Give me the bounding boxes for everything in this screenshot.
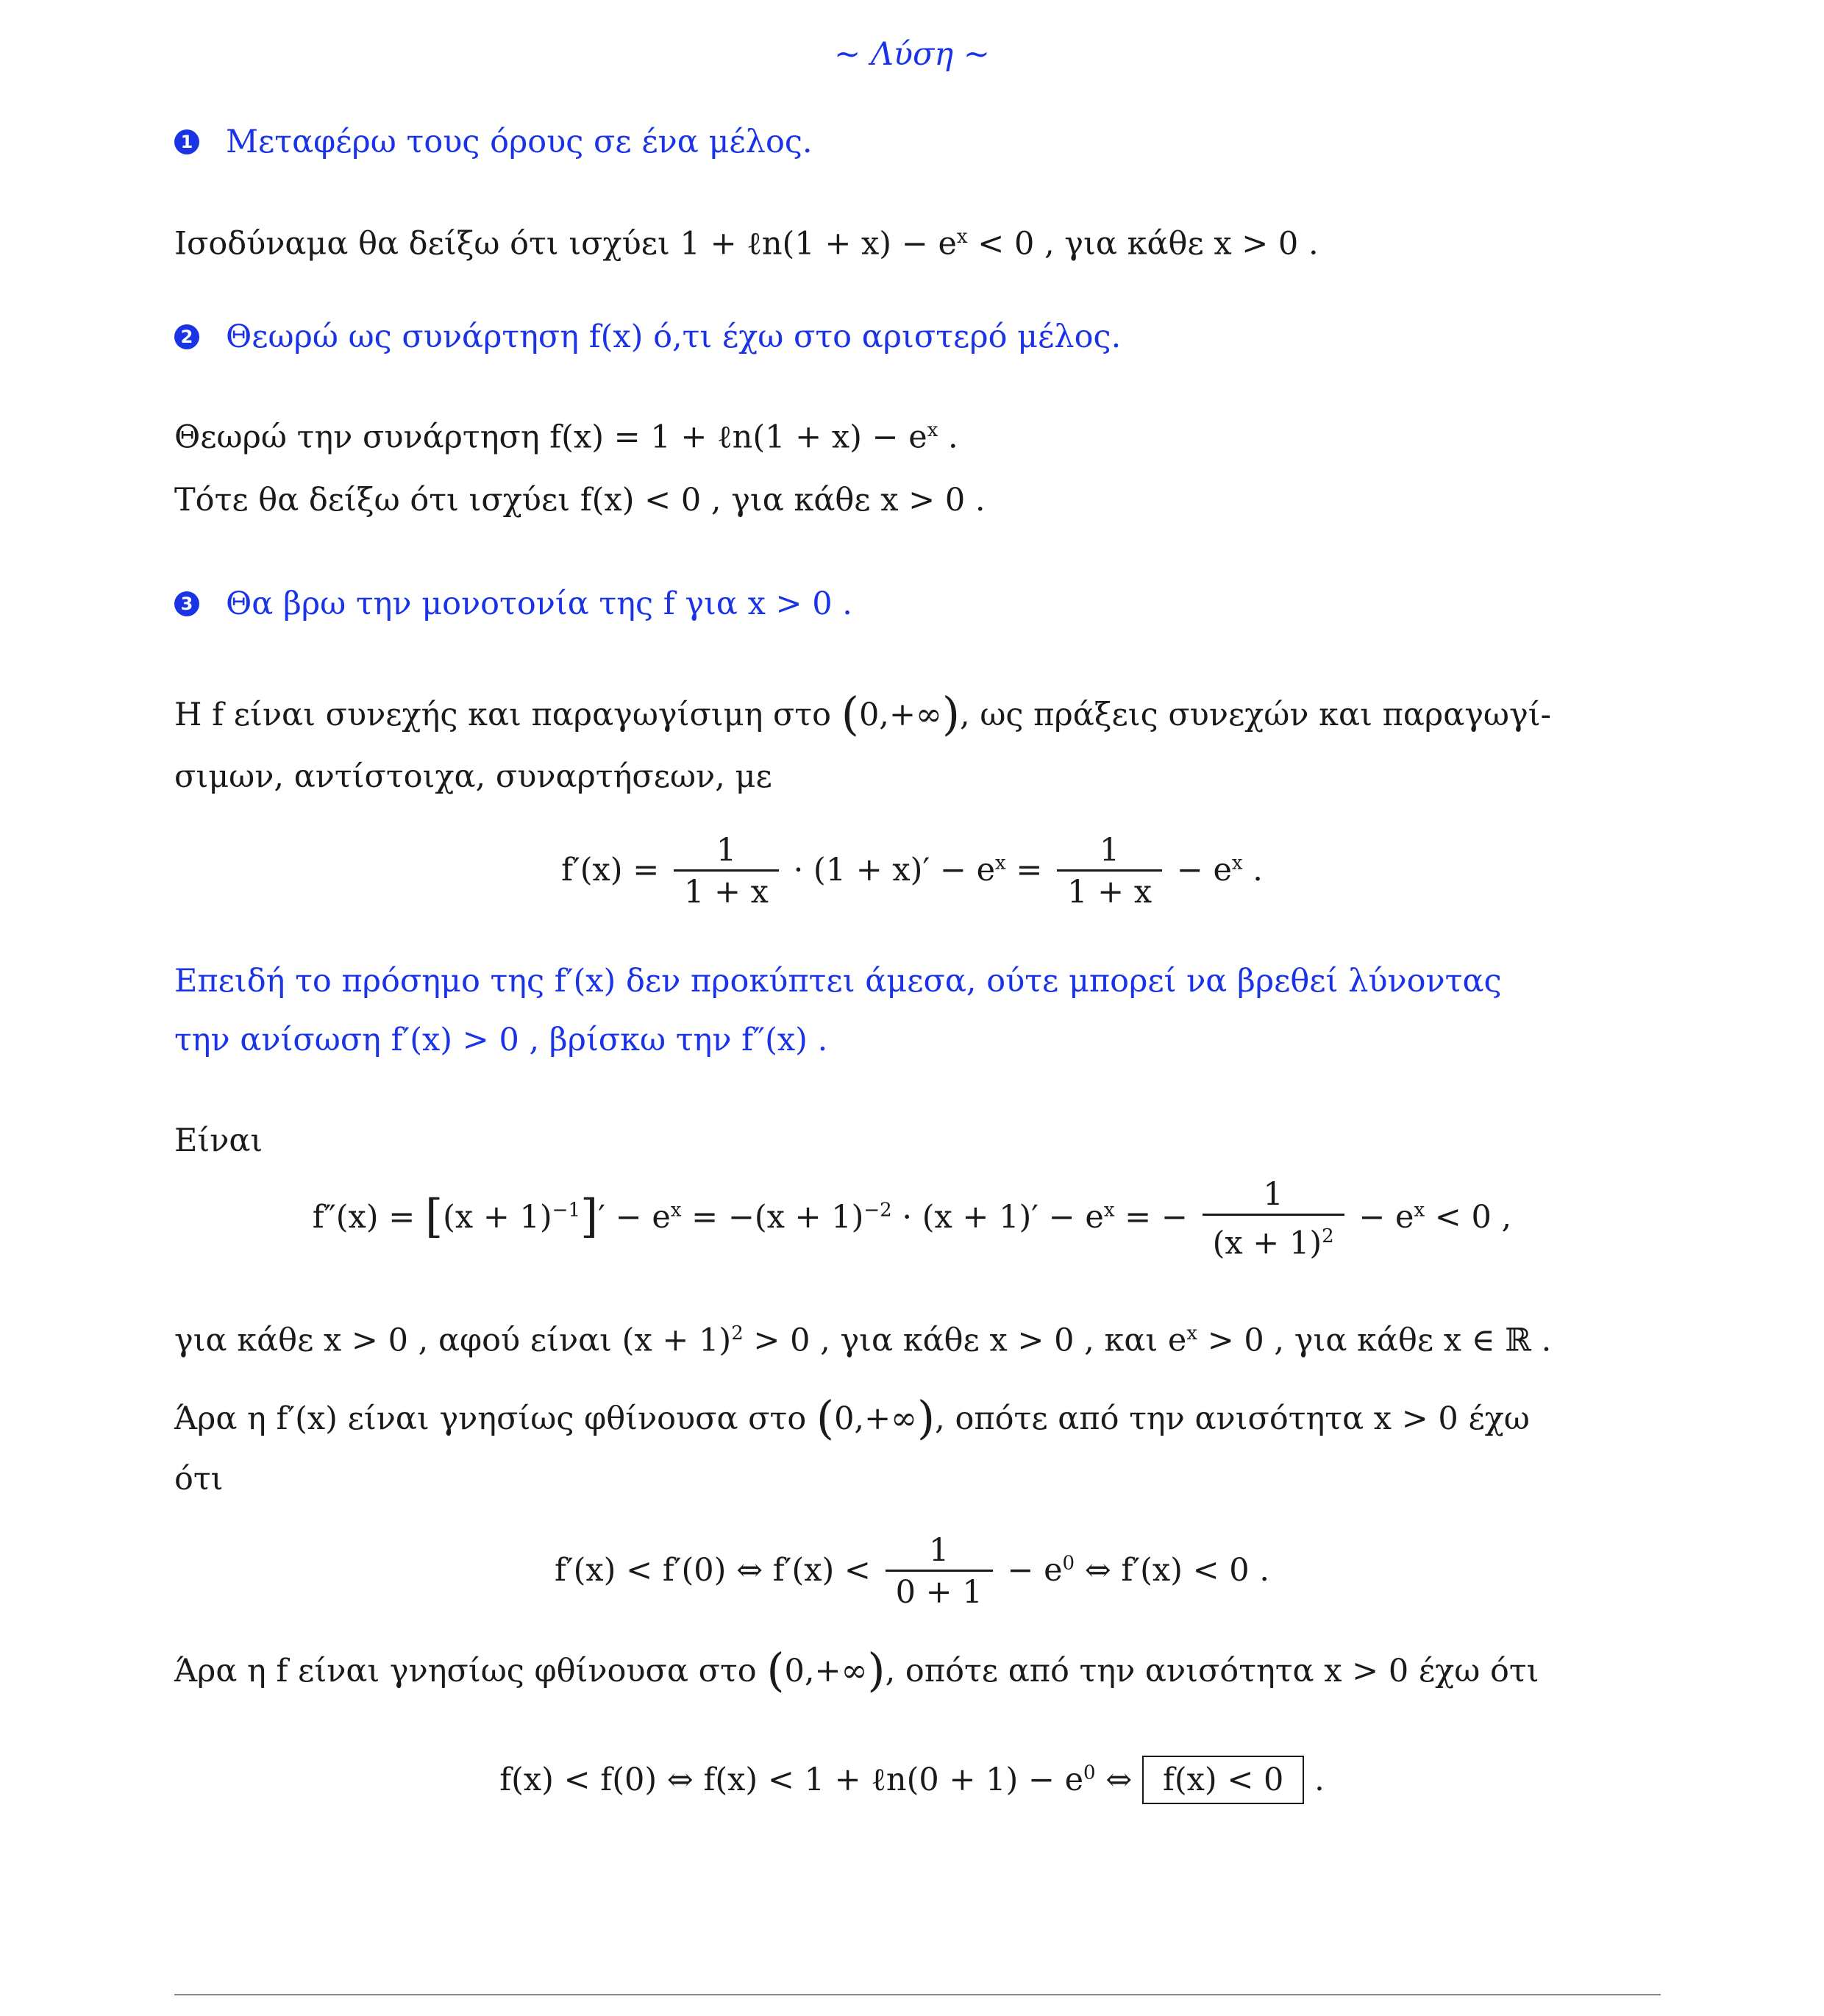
step-2 — [174, 315, 1121, 359]
footer-rule — [174, 1994, 1661, 1995]
paragraph-goal: Τότε θα δείξω ότι ισχύει f(x) < 0 , για κάθε x > 0 . — [174, 482, 986, 519]
boxed-result: f(x) < 0 — [1142, 1756, 1304, 1804]
note-line-1: Επειδή το πρόσημο της f′(x) δεν προκύπτει άμεσα, ούτε μπορεί να βρεθεί λύνοντας — [174, 963, 1502, 1000]
paragraph-continuity-2: σιμων, αντίστοιχα, συναρτήσεων, με — [174, 758, 772, 795]
paragraph-because: για κάθε x > 0 , αφού είναι $(x + 1)^2 > 0$ , για κάθε x > 0 , και $e^x > 0$ , για κάθε x ∈ ℝ . — [174, 1322, 1552, 1359]
equation-second-derivative: $f''(x) = [(x + 1)^{-1}]' - e^x = -(x + 1)^{-2} \cdot (x + 1)' - e^x$ = − $\frac{1}{(x + 1)^2}$ − $e^x < 0$ , — [0, 1175, 1824, 1264]
step-3-text: Θα βρω την μονοτονία της f για x > 0 . — [226, 585, 852, 622]
paragraph-fprime-decreasing-2: ότι — [174, 1461, 224, 1497]
step-1-text: Μεταφέρω τους όρους σε ένα μέλος. — [226, 124, 813, 160]
fraction: $\frac{1}{1 + x}$ — [1057, 831, 1162, 913]
step-3-marker: 3 — [174, 591, 199, 616]
solution-title: ~ Λύση ~ — [834, 36, 990, 73]
step-3 — [174, 582, 852, 626]
paragraph-continuity: Η f είναι συνεχής και παραγωγίσιμη στο (0,+∞), ως πράξεις συνεχών και παραγωγί- — [174, 687, 1552, 741]
equation-fprime-negative: f′(x) < f′(0) ⇔ f′(x) < $\frac{1}{0 + 1}$ − $e^0$ ⇔ f′(x) < 0 . — [0, 1531, 1824, 1613]
fraction: $\frac{1}{(x + 1)^2}$ — [1203, 1175, 1344, 1264]
step-1-marker: 1 — [174, 129, 199, 154]
note-line-2: την ανίσωση f′(x) > 0 , βρίσκω την f″(x) . — [174, 1022, 828, 1058]
paragraph-equivalent: Ισοδύναμα θα δείξω ότι ισχύει 1 + ℓn(1 + $x) - e^x < 0$ , για κάθε x > 0 . — [174, 225, 1319, 263]
equation-final: f(x) < f(0) ⇔ f(x) < 1 + ℓn(0 + $1) - e^0$ ⇔ f(x) < 0 . — [0, 1751, 1824, 1802]
paragraph-eisai: Είναι — [174, 1122, 263, 1159]
fraction: $\frac{1}{0 + 1}$ — [886, 1531, 993, 1613]
paragraph-fprime-decreasing: Άρα η f′(x) είναι γνησίως φθίνουσα στο (0,+∞), οπότε από την ανισότητα x > 0 έχω — [174, 1391, 1530, 1445]
paragraph-f-decreasing: Άρα η f είναι γνησίως φθίνουσα στο (0,+∞), οπότε από την ανισότητα x > 0 έχω ότι — [174, 1643, 1539, 1697]
step-2-marker: 2 — [174, 324, 199, 349]
equation-first-derivative: f′(x) = $\frac{1}{1 + x}$ · $(1 + x)' - e^x$ = $\frac{1}{1 + x}$ − $e^x$ . — [0, 831, 1824, 913]
step-1 — [174, 120, 813, 164]
fraction: $\frac{1}{1 + x}$ — [674, 831, 779, 913]
paragraph-function-def: Θεωρώ την συνάρτηση f(x) = 1 + ℓn(1 + $x) - e^x$ . — [174, 418, 958, 456]
step-2-text: Θεωρώ ως συνάρτηση f(x) ό,τι έχω στο αριστερό μέλος. — [226, 318, 1122, 355]
